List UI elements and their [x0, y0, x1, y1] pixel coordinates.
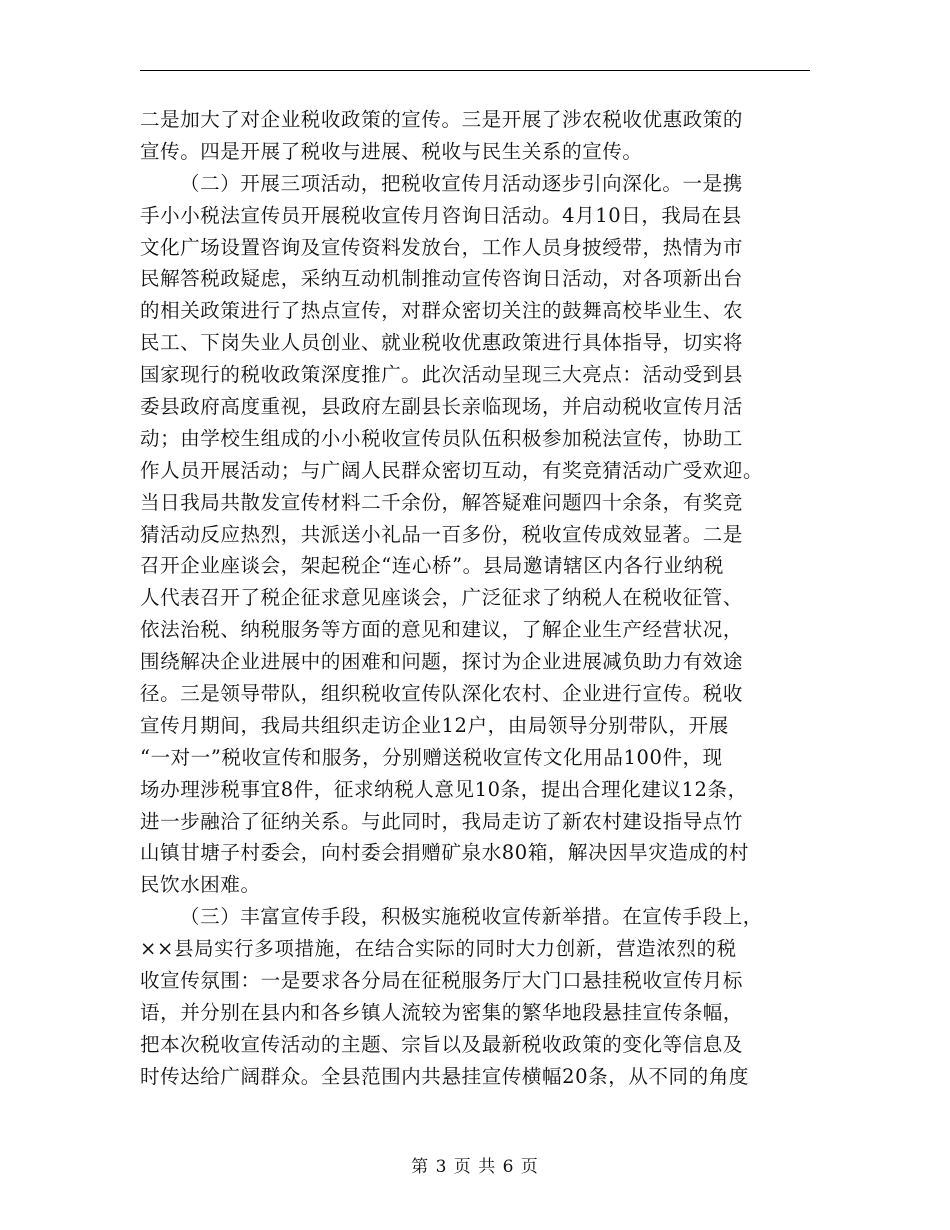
text-line: 围绕解决企业进展中的困难和问题，探讨为企业进展减负助力有效途 — [140, 650, 744, 674]
text-line: 收宣传氛围：一是要求各分局在征税服务厅大门口悬挂税收宣传月标 — [140, 969, 744, 993]
text-line: 民工、下岗失业人员创业、就业税收优惠政策进行具体指导，切实将 — [140, 331, 744, 355]
text-line: 二是加大了对企业税收政策的宣传。三是开展了涉农税收优惠政策的 — [140, 108, 744, 131]
text-line: 作人员开展活动；与广阔人民群众密切互动，有奖竞猜活动广受欢迎。 — [140, 458, 764, 482]
text-line: 民解答税政疑虑，采纳互动机制推动宣传咨询日活动，对各项新出台 — [140, 267, 744, 291]
text-line: 国家现行的税收政策深度推广。此次活动呈现三大亮点：活动受到县 — [140, 363, 744, 387]
text-line: 径。三是领导带队，组织税收宣传队深化农村、企业进行宣传。税收 — [140, 682, 744, 706]
text-line: “一对一”税收宣传和服务，分别赠送税收宣传文化用品100件，现 — [140, 745, 723, 769]
text-line: 猜活动反应热烈，共派送小礼品一百多份，税收宣传成效显著。二是 — [140, 522, 744, 546]
text-line: （三）丰富宣传手段，积极实施税收宣传新举措。在宣传手段上， — [180, 905, 763, 929]
text-line: 委县政府高度重视，县政府左副县长亲临现场，并启动税收宣传月活 — [140, 395, 744, 419]
text-line: 文化广场设置咨询及宣传资料发放台，工作人员身披绶带，热情为市 — [140, 235, 744, 259]
text-line: 民饮水困难。 — [140, 873, 261, 897]
text-line: 把本次税收宣传活动的主题、宗旨以及最新税收政策的变化等信息及 — [140, 1032, 744, 1056]
text-line: 当日我局共散发宣传材料二千余份，解答疑难问题四十余条，有奖竞 — [140, 490, 744, 514]
text-line: ××县局实行多项措施，在结合实际的同时大力创新，营造浓烈的税 — [140, 937, 737, 961]
text-line: 的相关政策进行了热点宣传，对群众密切关注的鼓舞高校毕业生、农 — [140, 299, 744, 323]
text-line: 人代表召开了税企征求意见座谈会，广泛征求了纳税人在税收征管、 — [140, 586, 744, 610]
text-line: 宣传。四是开展了税收与进展、税收与民生关系的宣传。 — [140, 139, 643, 163]
text-line: 宣传月期间，我局共组织走访企业12户，由局领导分别带队，开展 — [140, 713, 729, 737]
text-line: 场办理涉税事宜8件，征求纳税人意见10条，提出合理化建议12条， — [140, 777, 748, 801]
text-line: 山镇甘塘子村委会，向村委会捐赠矿泉水80箱，解决因旱灾造成的村 — [140, 841, 749, 865]
header-rule — [140, 70, 810, 71]
text-line: 动；由学校生组成的小小税收宣传员队伍积极参加税法宣传，协助工 — [140, 426, 744, 450]
text-line: 召开企业座谈会，架起税企“连心桥”。县局邀请辖区内各行业纳税 — [140, 554, 724, 578]
text-line: 进一步融洽了征纳关系。与此同时，我局走访了新农村建设指导点竹 — [140, 809, 744, 833]
page-footer: 第 3 页 共 6 页 — [411, 1157, 539, 1177]
text-line: 时传达给广阔群众。全县范围内共悬挂宣传横幅20条，从不同的角度 — [140, 1064, 749, 1088]
text-line: （二）开展三项活动，把税收宣传月活动逐步引向深化。一是携 — [180, 171, 743, 195]
text-line: 手小小税法宣传员开展税收宣传月咨询日活动。4月10日，我局在县 — [140, 203, 742, 227]
body-text — [140, 104, 820, 1093]
text-line: 语，并分别在县内和各乡镇人流较为密集的繁华地段悬挂宣传条幅， — [140, 1000, 744, 1024]
text-line: 依法治税、纳税服务等方面的意见和建议，了解企业生产经营状况， — [140, 618, 744, 642]
